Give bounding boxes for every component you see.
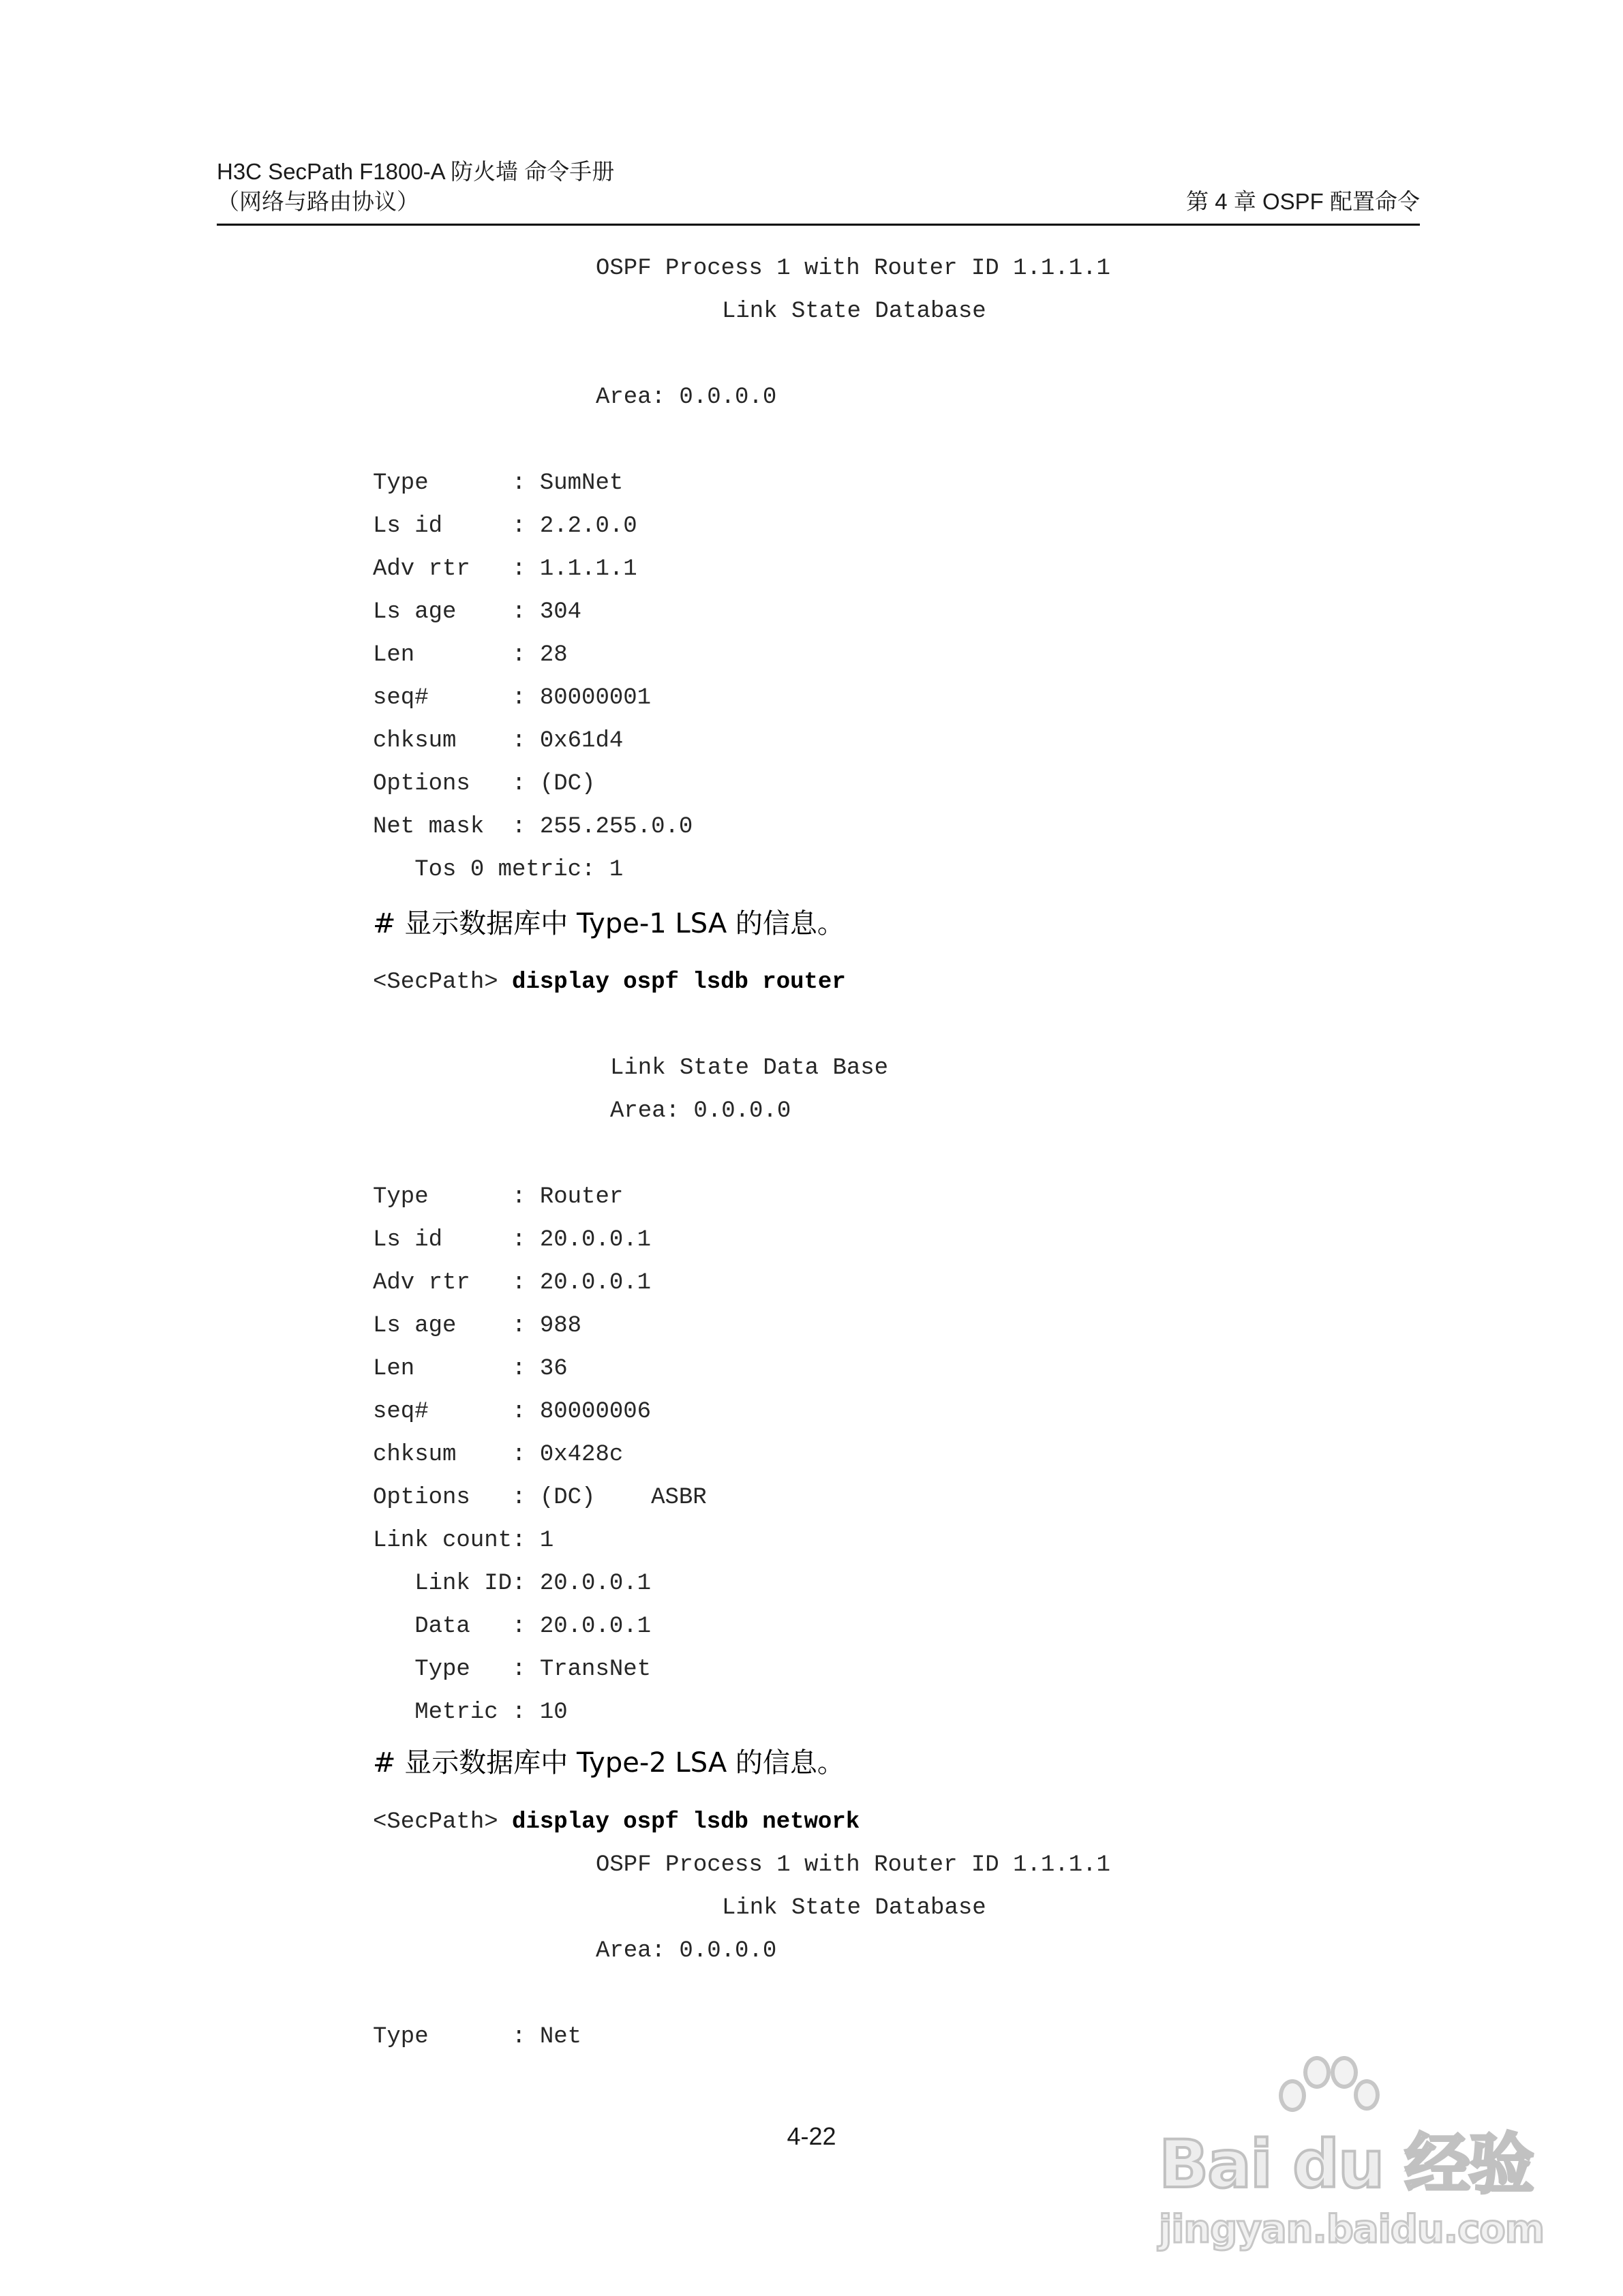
lsa-field: seq# : 80000006: [373, 1399, 652, 1425]
lsa-field: Len : 28: [373, 642, 568, 668]
lsa-field: Net mask : 255.255.0.0: [373, 814, 693, 840]
area-line: Area: 0.0.0.0: [596, 1938, 777, 1964]
page-number: 4-22: [787, 2122, 836, 2150]
lsa-field: chksum : 0x61d4: [373, 728, 624, 754]
command-line: [373, 1807, 860, 1837]
lsa-field: Ls id : 20.0.0.1: [373, 1227, 652, 1253]
lsa-field: Type : Router: [373, 1184, 624, 1210]
lsa-field: Ls age : 304: [373, 599, 582, 625]
lsa-field: Options : (DC) ASBR: [373, 1485, 707, 1511]
baidu-watermark: [1145, 2052, 1568, 2270]
lsa-field: Type : Net: [373, 2024, 582, 2050]
lsa-field: Link count: 1: [373, 1528, 554, 1554]
lsa-field: Options : (DC): [373, 771, 596, 797]
lsa-field: chksum : 0x428c: [373, 1442, 624, 1468]
cli-command: display ospf lsdb network: [512, 1809, 860, 1835]
lsa-field: Adv rtr : 1.1.1.1: [373, 556, 637, 582]
watermark-url: jingyan.baidu.com: [1159, 2207, 1545, 2252]
lsa-field: Ls id : 2.2.0.0: [373, 513, 637, 539]
command-line: [373, 967, 846, 997]
lsa-field: Data : 20.0.0.1: [373, 1614, 652, 1640]
manual-subtitle: （网络与路由协议）: [217, 189, 419, 214]
lsa-field: Len : 36: [373, 1356, 568, 1382]
chapter-title: 第 4 章 OSPF 配置命令: [1186, 189, 1420, 214]
note-type2: # 显示数据库中 Type-2 LSA 的信息。: [373, 1747, 845, 1779]
lsa-field: Type : SumNet: [373, 470, 624, 496]
db-title: Link State Database: [722, 299, 986, 324]
note-type1: # 显示数据库中 Type-1 LSA 的信息。: [373, 908, 845, 939]
paw-icon: [1275, 2052, 1377, 2134]
watermark-logo: Bai du 经验: [1159, 2126, 1533, 2203]
cli-command: display ospf lsdb router: [512, 969, 846, 995]
cli-prompt: <SecPath>: [373, 969, 513, 995]
lsa-field: Ls age : 988: [373, 1313, 582, 1339]
lsa-field: Metric : 10: [373, 1700, 568, 1725]
lsa-field: seq# : 80000001: [373, 685, 652, 711]
lsa-field: Link ID: 20.0.0.1: [373, 1571, 652, 1597]
area-line: Area: 0.0.0.0: [610, 1098, 791, 1124]
lsa-field: Type : TransNet: [373, 1657, 652, 1682]
process-line: OSPF Process 1 with Router ID 1.1.1.1: [596, 256, 1110, 282]
area-line: Area: 0.0.0.0: [596, 384, 777, 410]
manual-title: H3C SecPath F1800-A 防火墙 命令手册: [217, 159, 615, 184]
cli-prompt: <SecPath>: [373, 1809, 513, 1835]
lsa-field: Tos 0 metric: 1: [373, 857, 624, 883]
db-title: Link State Database: [722, 1895, 986, 1921]
lsa-field: Adv rtr : 20.0.0.1: [373, 1270, 652, 1296]
process-line: OSPF Process 1 with Router ID 1.1.1.1: [596, 1852, 1110, 1878]
db-title: Link State Data Base: [610, 1055, 889, 1081]
page-header: [217, 155, 1420, 226]
